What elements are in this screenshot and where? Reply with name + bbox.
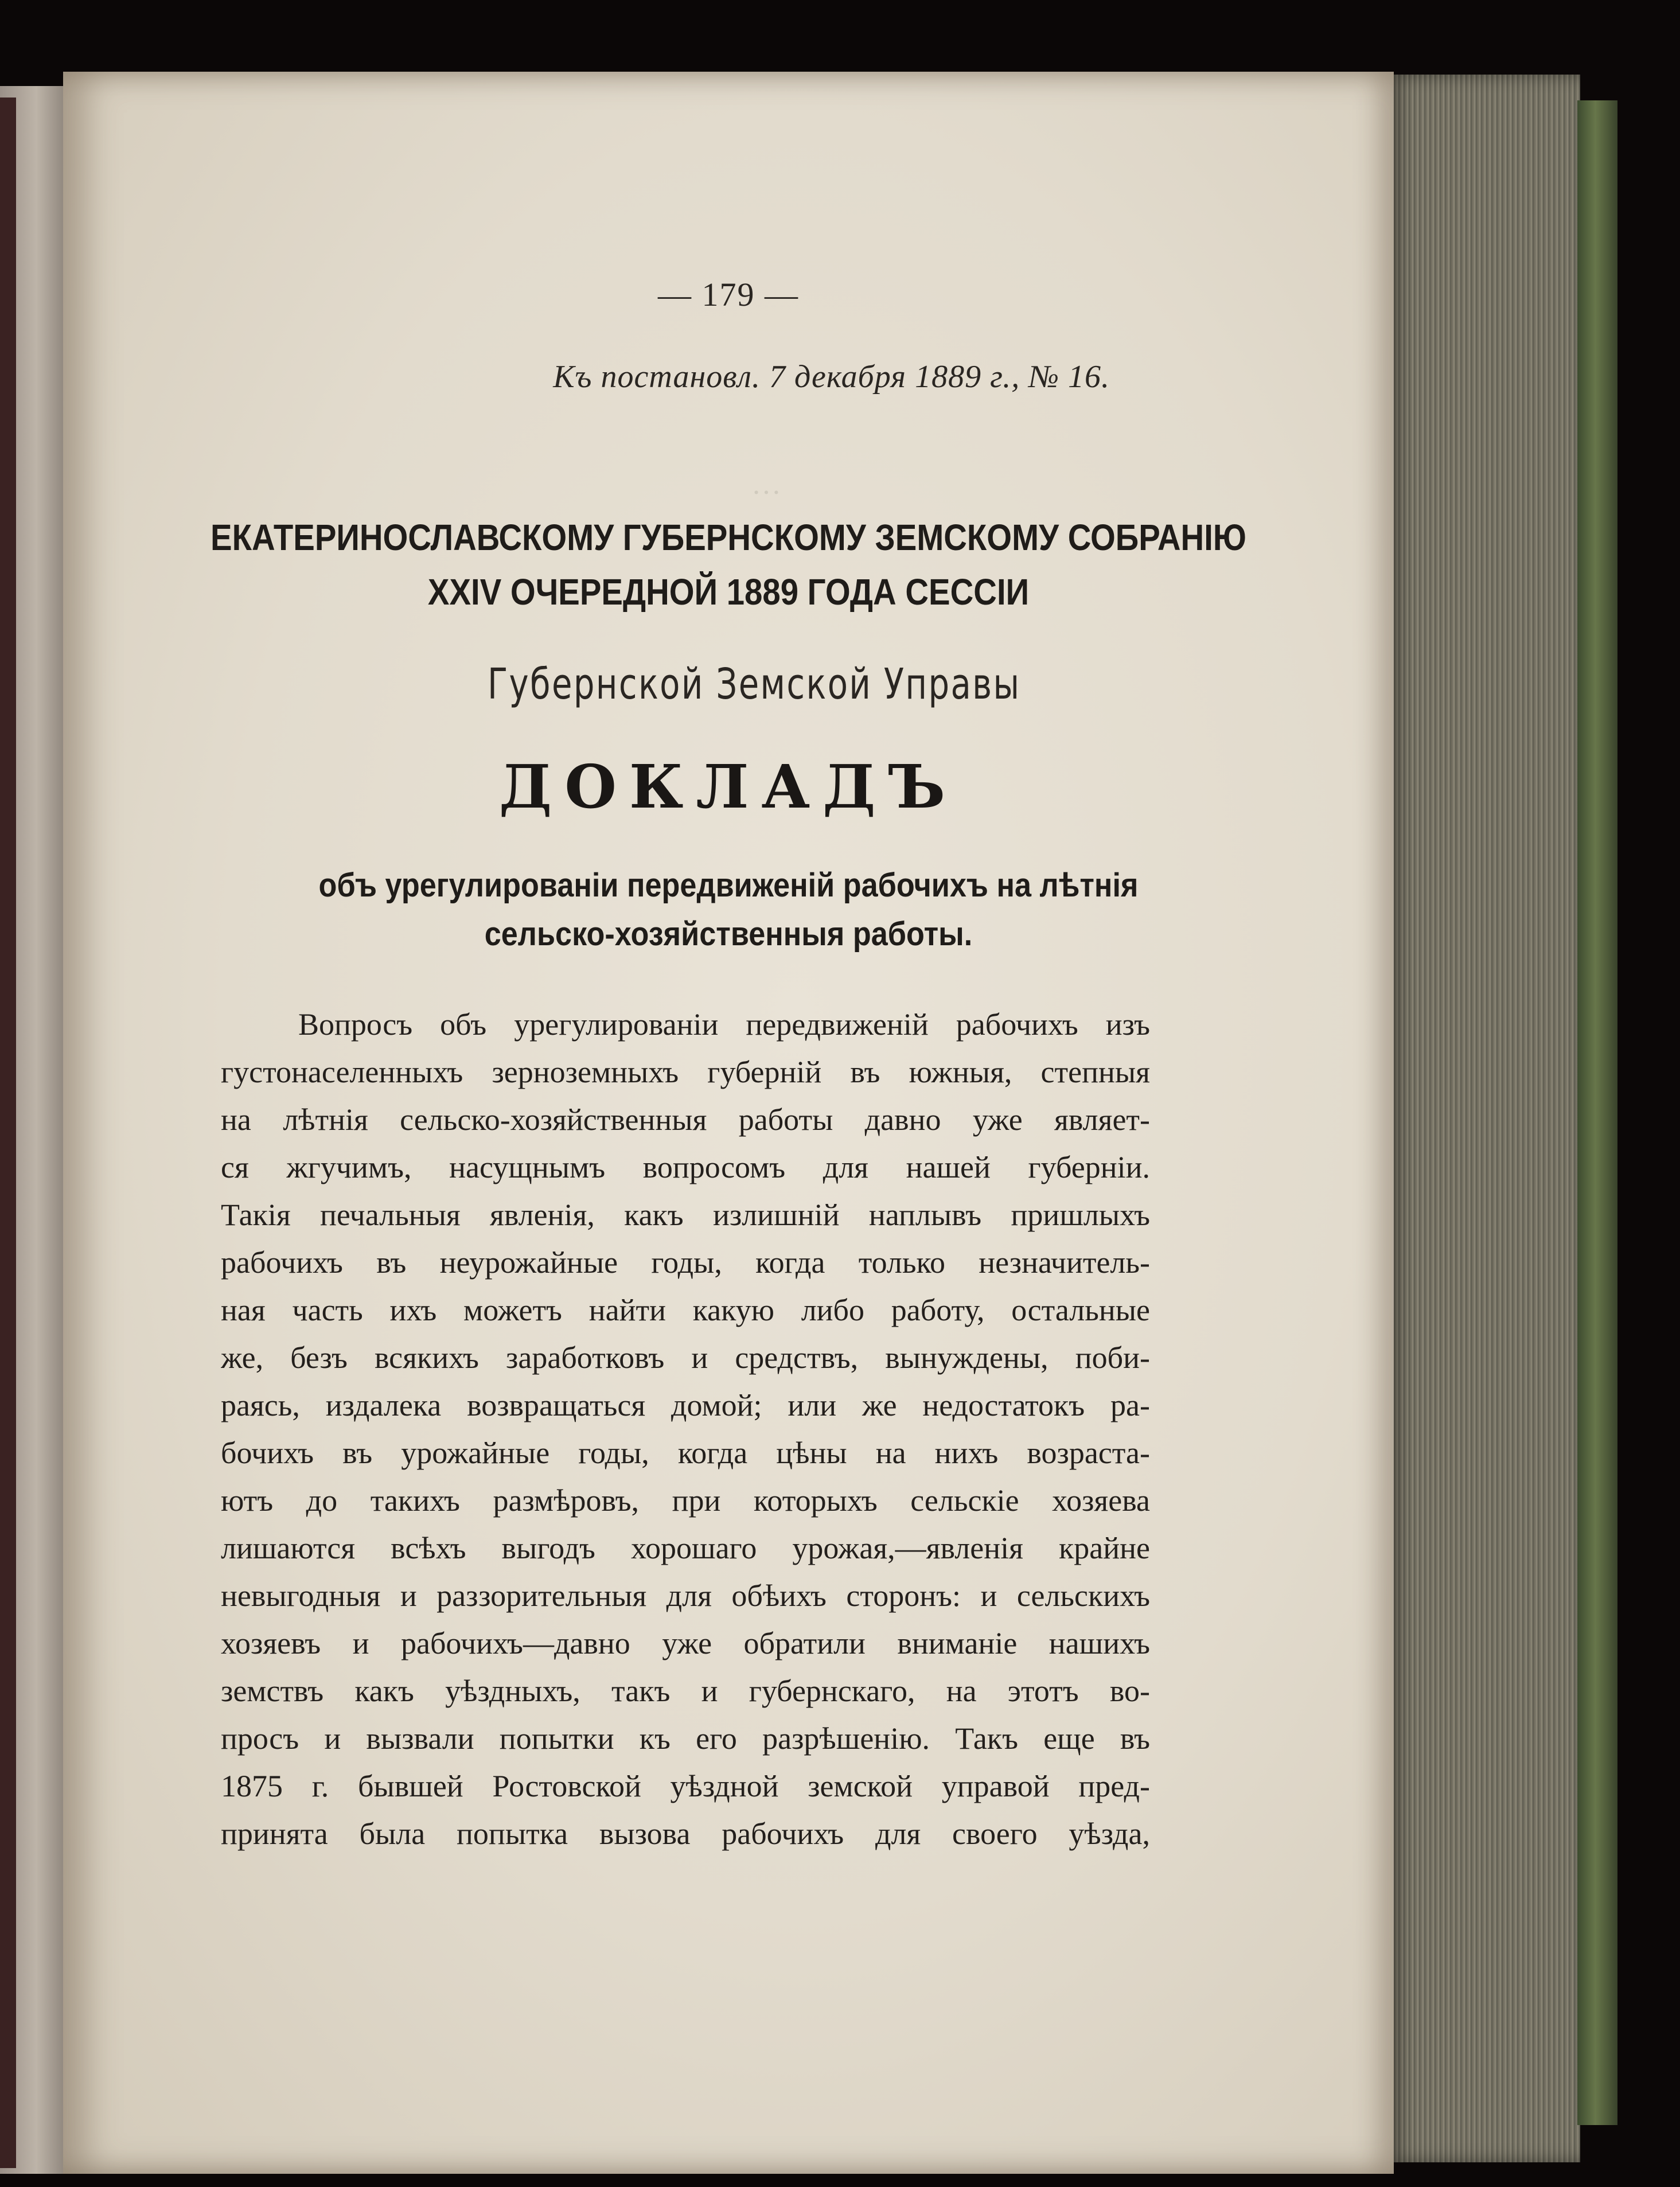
body-line: раясь, издалека возвращаться домой; или же недостатокъ ра-	[221, 1388, 1150, 1422]
body-line: рабочихъ въ неурожайные годы, когда только незначитель-	[221, 1245, 1150, 1280]
subtitle-line-2: сельско-хозяйственныя работы.	[484, 915, 973, 953]
body-line: 1875 г. бывшей Ростовской уѣздной земской управой пред-	[221, 1769, 1150, 1803]
document-page	[63, 72, 1394, 2174]
attachment-note: Къ постановл. 7 декабря 1889 г., № 16.	[553, 359, 1110, 395]
subtitle-line-1: объ урегулированіи передвиженій рабочихъ на лѣтнія	[318, 867, 1139, 904]
body-line: хозяевъ и рабочихъ—давно уже обратили вниманіе нашихъ	[221, 1626, 1150, 1660]
body-line: на лѣтнія сельско-хозяйственныя работы давно уже являет-	[221, 1102, 1150, 1137]
bleed-through-text: …	[751, 468, 781, 501]
body-line: бочихъ въ урожайные годы, когда цѣны на нихъ возраста-	[221, 1436, 1150, 1470]
body-line: Такія печальныя явленія, какъ излишній наплывъ пришлыхъ	[221, 1198, 1150, 1232]
book-cover-edge	[1577, 100, 1617, 2125]
body-line: невыгодныя и раззорительныя для обѣихъ сторонъ: и сельскихъ	[221, 1578, 1150, 1613]
body-line: же, безъ всякихъ заработковъ и средствъ, вынуждены, поби-	[221, 1340, 1150, 1375]
body-line: густонаселенныхъ зерноземныхъ губерній въ южныя, степныя	[221, 1055, 1150, 1089]
heading-line-1: ЕКАТЕРИНОСЛАВСКОМУ ГУБЕРНСКОМУ ЗЕМСКОМУ СОБРАНІЮ	[211, 517, 1246, 558]
left-cover-edge	[0, 98, 16, 2168]
body-line: принята была попытка вызова рабочихъ для своего уѣзда,	[221, 1816, 1150, 1851]
page-block-edge	[1385, 75, 1580, 2162]
body-line: земствъ какъ уѣздныхъ, такъ и губернскаго, на этотъ во-	[221, 1674, 1150, 1708]
body-line: ютъ до такихъ размѣровъ, при которыхъ сельскіе хозяева	[221, 1483, 1150, 1518]
body-line: просъ и вызвали попытки къ его разрѣшенію. Такъ еще въ	[221, 1721, 1150, 1756]
body-line: ся жгучимъ, насущнымъ вопросомъ для нашей губерніи.	[221, 1150, 1150, 1184]
body-line: лишаются всѣхъ выгодъ хорошаго урожая,—явленія крайне	[221, 1531, 1150, 1565]
heading-line-2: XXIV ОЧЕРЕДНОЙ 1889 ГОДА СЕССІИ	[427, 571, 1030, 613]
page-number: — 179 —	[658, 276, 799, 313]
report-title: ДОКЛАДЪ	[498, 751, 958, 822]
board-name: Губернской Земской Управы	[488, 660, 1021, 709]
body-line: ная часть ихъ можетъ найти какую либо работу, остальные	[221, 1293, 1150, 1327]
body-line: Вопросъ объ урегулированіи передвиженій рабочихъ изъ	[298, 1007, 1150, 1042]
body-text	[221, 1001, 1150, 1858]
